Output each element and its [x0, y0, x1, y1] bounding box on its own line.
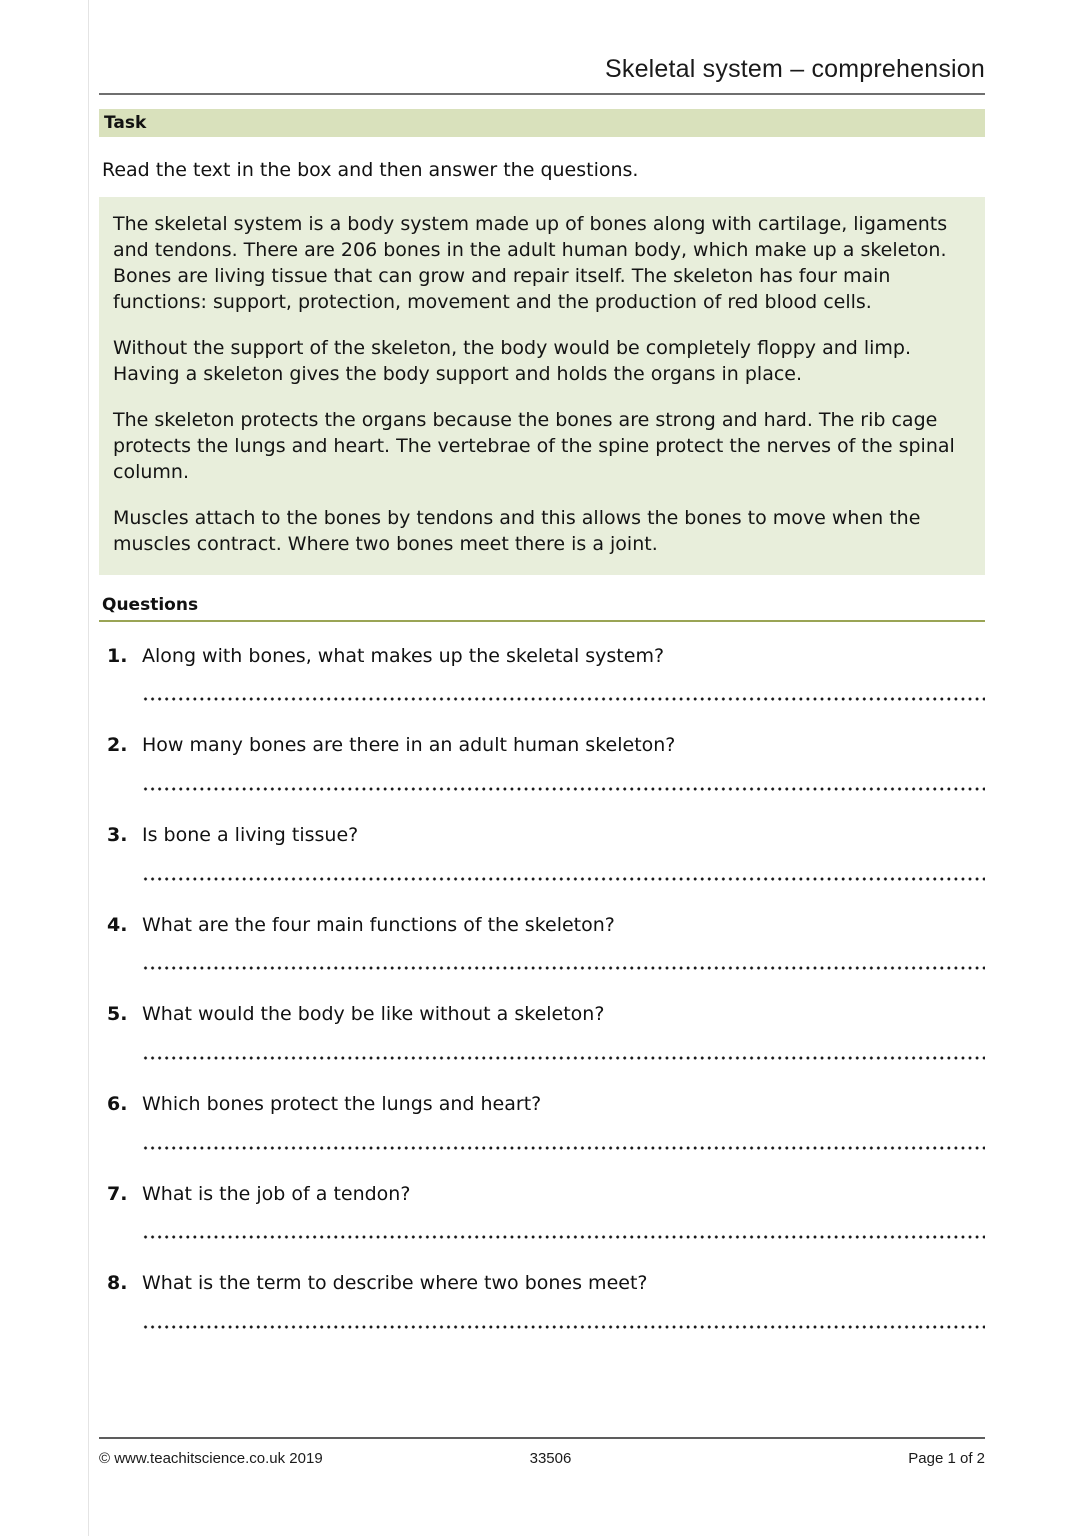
answer-line[interactable]: [142, 1226, 985, 1248]
answer-line[interactable]: [142, 1316, 985, 1338]
question-number: 4.: [107, 913, 128, 936]
question-number: 8.: [107, 1272, 128, 1295]
task-instruction: Read the text in the box and then answer the questions.: [102, 158, 639, 181]
answer-line[interactable]: [142, 957, 985, 979]
questions-heading: Questions: [102, 594, 199, 615]
question-row: [99, 1271, 985, 1296]
question-item: [99, 1182, 985, 1249]
task-label: Task: [104, 112, 147, 133]
passage-paragraph: Muscles attach to the bones by tendons and this allows the bones to move when the muscles contract. Where two bones meet there is a joint.: [113, 506, 921, 555]
question-row: [99, 823, 985, 848]
question-item: [99, 823, 985, 890]
question-number: 1.: [107, 644, 128, 667]
question-item: [99, 644, 985, 711]
document-footer: [99, 1437, 985, 1467]
answer-line[interactable]: [142, 868, 985, 890]
footer-copyright: © www.teachitscience.co.uk 2019: [99, 1450, 323, 1467]
question-text: How many bones are there in an adult human skeleton?: [142, 734, 676, 757]
page-left-edge-line: [88, 0, 89, 1536]
reading-passage-box: [99, 197, 985, 575]
task-section-header: [99, 109, 985, 137]
question-number: 2.: [107, 734, 128, 757]
answer-line[interactable]: [142, 688, 985, 710]
question-row: [99, 644, 985, 669]
question-row: [99, 1002, 985, 1027]
question-number: 5.: [107, 1003, 128, 1026]
question-item: [99, 733, 985, 800]
question-text: Which bones protect the lungs and heart?: [142, 1093, 542, 1116]
questions-list: [99, 644, 985, 1339]
question-item: [99, 1092, 985, 1159]
question-item: [99, 1271, 985, 1338]
question-text: What is the term to describe where two bones meet?: [142, 1272, 648, 1295]
question-text: What would the body be like without a skeleton?: [142, 1003, 605, 1026]
answer-line[interactable]: [142, 1047, 985, 1069]
footer-divider: [99, 1437, 985, 1439]
question-text: What is the job of a tendon?: [142, 1182, 411, 1205]
question-number: 6.: [107, 1093, 128, 1116]
question-row: [99, 1182, 985, 1207]
question-number: 7.: [107, 1182, 128, 1205]
header-divider: [99, 93, 985, 95]
answer-line[interactable]: [142, 1137, 985, 1159]
question-text: Is bone a living tissue?: [142, 824, 359, 847]
question-item: [99, 1002, 985, 1069]
question-item: [99, 913, 985, 980]
question-row: [99, 1092, 985, 1117]
questions-divider: [99, 620, 985, 622]
question-number: 3.: [107, 824, 128, 847]
footer-row: [99, 1450, 985, 1467]
passage-paragraph: The skeletal system is a body system made up of bones along with cartilage, ligaments and tendons. There are 206 bones in the adult human body, which make up a skeleton. Bones are living tissue that can grow and repair itself. The skeleton has four main functions: support, protection, movement and the production of red blood cells.: [113, 212, 948, 313]
question-text: Along with bones, what makes up the skeletal system?: [142, 644, 665, 667]
answer-line[interactable]: [142, 778, 985, 800]
footer-page-number: Page 1 of 2: [908, 1450, 985, 1467]
question-row: [99, 913, 985, 938]
question-row: [99, 733, 985, 758]
document-content: [99, 0, 985, 1338]
page-title: Skeletal system – comprehension: [605, 55, 985, 83]
question-text: What are the four main functions of the skeleton?: [142, 913, 615, 936]
document-header: [99, 0, 985, 84]
passage-paragraph: The skeleton protects the organs because the bones are strong and hard. The rib cage protects the lungs and heart. The vertebrae of the spine protect the nerves of the spinal column.: [113, 408, 955, 483]
passage-paragraph: Without the support of the skeleton, the body would be completely floppy and limp. Having a skeleton gives the body support and holds the organs in place.: [113, 336, 912, 385]
footer-reference-number: 33506: [529, 1450, 572, 1467]
